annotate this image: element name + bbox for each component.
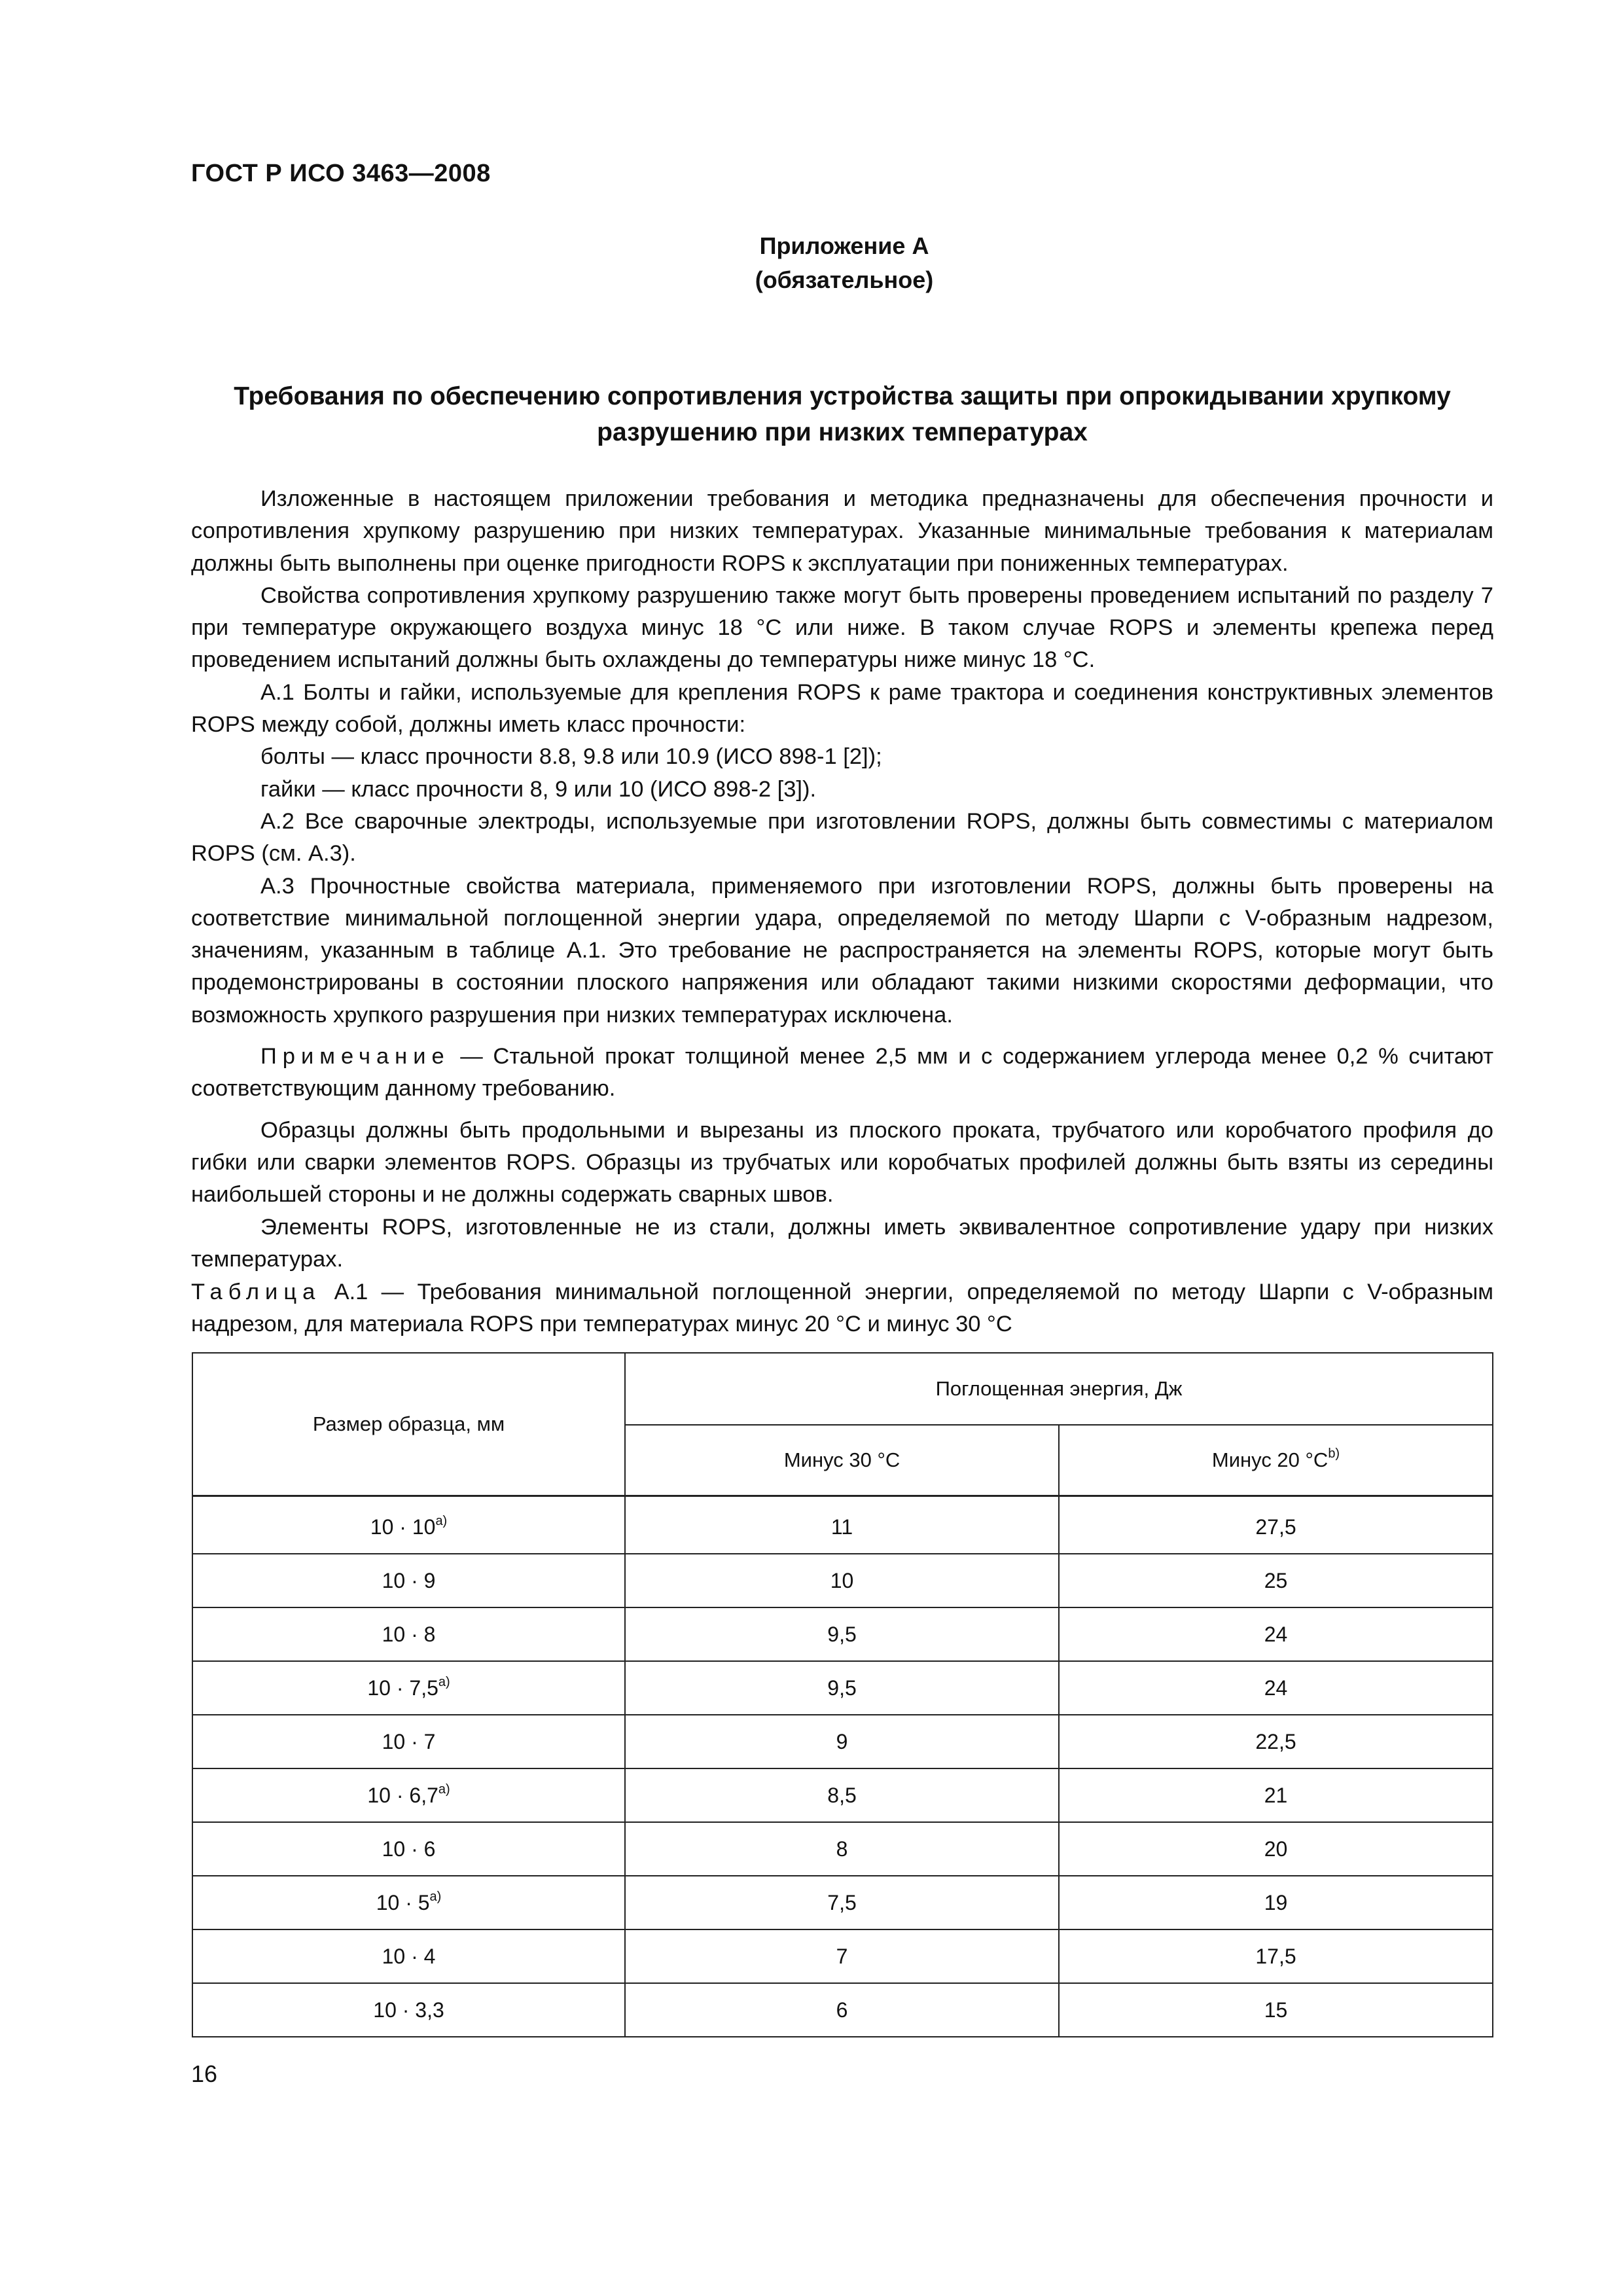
paragraph: А.2 Все сварочные электроды, используемые при изготовлении ROPS, должны быть совместимы с материалом ROPS (см. А.3). [191, 808, 1493, 867]
note-text: — Стальной прокат толщиной менее 2,5 мм и с содержанием углерода менее 0,2 % считают соответствующим данному требованию. [191, 1044, 1493, 1102]
paragraph: гайки — класс прочности 8, 9 или 10 (ИСО 898-2 [3]). [260, 776, 817, 802]
cell-sample-size [192, 1876, 625, 1929]
cell-energy-minus-20: 22,5 [1059, 1715, 1493, 1768]
cell-sample-size [192, 1983, 625, 2037]
document-header: ГОСТ Р ИСО 3463—2008 [191, 160, 491, 187]
table-row [192, 1929, 1493, 1983]
sample-size-value: 10 · 5 [376, 1890, 430, 1914]
sample-size-value: 10 · 7 [382, 1729, 436, 1753]
header-minus-30: Минус 30 °С [625, 1425, 1059, 1496]
header-minus-20 [1059, 1425, 1493, 1496]
footnote-marker: a) [435, 1513, 448, 1528]
cell-energy-minus-30: 10 [625, 1554, 1059, 1607]
cell-sample-size [192, 1661, 625, 1715]
note-label: Примечание [260, 1044, 450, 1069]
table-caption-text: А.1 — Требования минимальной поглощенной энергии, определяемой по методу Шарпи с V-образным надрезом, для материала ROPS при температурах минус 20 °С и минус 30 °С [191, 1280, 1493, 1336]
footnote-marker: a) [438, 1674, 450, 1689]
section-title-line2: разрушению при низких температурах [597, 418, 1088, 446]
section-title-line1: Требования по обеспечению сопротивления устройства защиты при опрокидывании хрупкому [234, 382, 1451, 410]
footnote-marker: a) [429, 1889, 442, 1904]
cell-energy-minus-20: 27,5 [1059, 1496, 1493, 1554]
cell-energy-minus-30: 11 [625, 1496, 1059, 1554]
page-number: 16 [191, 2060, 218, 2087]
appendix-title: Приложение А [759, 232, 929, 259]
cell-sample-size [192, 1496, 625, 1554]
sample-size-value: 10 · 7,5 [367, 1676, 438, 1700]
cell-energy-minus-30: 8,5 [625, 1768, 1059, 1822]
table-row [192, 1661, 1493, 1715]
sample-size-value: 10 · 9 [382, 1568, 436, 1592]
table-row [192, 1822, 1493, 1876]
cell-energy-minus-20: 19 [1059, 1876, 1493, 1929]
table-caption-label: Таблица [191, 1280, 321, 1304]
cell-energy-minus-20: 21 [1059, 1768, 1493, 1822]
paragraph: Свойства сопротивления хрупкому разрушению также могут быть проверены проведением испытаний по разделу 7 при температуре окружающего воздуха минус 18 °С или ниже. В таком случае ROPS и элементы крепежа перед проведением испытаний должны быть охлаждены до температуры ниже минус 18 °С. [191, 583, 1493, 673]
cell-energy-minus-20: 25 [1059, 1554, 1493, 1607]
cell-energy-minus-20: 24 [1059, 1661, 1493, 1715]
note [191, 1041, 1493, 1105]
table-row [192, 1768, 1493, 1822]
cell-energy-minus-30: 6 [625, 1983, 1059, 2037]
table-row [192, 1715, 1493, 1768]
table-caption [191, 1276, 1493, 1340]
cell-energy-minus-30: 7 [625, 1929, 1059, 1983]
cell-energy-minus-30: 9,5 [625, 1607, 1059, 1661]
paragraph: Элементы ROPS, изготовленные не из стали, должны иметь эквивалентное сопротивление удару при низких температурах. [191, 1214, 1493, 1272]
sample-size-value: 10 · 4 [382, 1944, 436, 1968]
footnote-marker: a) [438, 1782, 450, 1797]
cell-sample-size [192, 1822, 625, 1876]
section-title [191, 378, 1493, 450]
sample-size-value: 10 · 3,3 [373, 1998, 444, 2022]
table-body [192, 1496, 1493, 2037]
cell-energy-minus-20: 15 [1059, 1983, 1493, 2037]
cell-sample-size [192, 1715, 625, 1768]
body-text [191, 483, 1493, 1276]
table-row [192, 1607, 1493, 1661]
paragraph: болты — класс прочности 8.8, 9.8 или 10.9 (ИСО 898-1 [2]); [260, 744, 882, 770]
paragraph: Изложенные в настоящем приложении требования и методика предназначены для обеспечения прочности и сопротивления хрупкому разрушению при низких температурах. Указанные минимальные требования к материалам должны быть выполнены при оценке пригодности ROPS к эксплуатации при пониженных температурах. [191, 486, 1493, 576]
paragraph: А.1 Болты и гайки, используемые для крепления ROPS к раме трактора и соединения конструктивных элементов ROPS между собой, должны иметь класс прочности: [191, 679, 1493, 738]
energy-table [192, 1352, 1493, 2037]
table-row [192, 1554, 1493, 1607]
cell-energy-minus-20: 24 [1059, 1607, 1493, 1661]
cell-energy-minus-30: 7,5 [625, 1876, 1059, 1929]
header-sample-size: Размер образца, мм [192, 1353, 625, 1496]
header-minus-20-footnote: b) [1328, 1446, 1340, 1461]
table-row [192, 1496, 1493, 1554]
appendix-heading [0, 229, 1623, 297]
table-row [192, 1983, 1493, 2037]
sample-size-value: 10 · 10 [370, 1515, 436, 1539]
cell-energy-minus-20: 17,5 [1059, 1929, 1493, 1983]
cell-energy-minus-20: 20 [1059, 1822, 1493, 1876]
table-row [192, 1876, 1493, 1929]
cell-energy-minus-30: 9 [625, 1715, 1059, 1768]
sample-size-value: 10 · 6,7 [367, 1783, 438, 1807]
paragraph: Образцы должны быть продольными и вырезаны из плоского проката, трубчатого или коробчатого профиля до гибки или сварки элементов ROPS. Образцы из трубчатых или коробчатых профилей должны быть взяты из середины наибольшей стороны и не должны содержать сварных швов. [191, 1117, 1493, 1208]
header-absorbed-energy: Поглощенная энергия, Дж [625, 1353, 1493, 1425]
header-minus-20-text: Минус 20 °С [1211, 1448, 1329, 1471]
cell-energy-minus-30: 8 [625, 1822, 1059, 1876]
cell-sample-size [192, 1929, 625, 1983]
cell-sample-size [192, 1554, 625, 1607]
sample-size-value: 10 · 6 [382, 1837, 436, 1861]
cell-sample-size [192, 1607, 625, 1661]
cell-energy-minus-30: 9,5 [625, 1661, 1059, 1715]
appendix-status: (обязательное) [755, 266, 934, 293]
cell-sample-size [192, 1768, 625, 1822]
sample-size-value: 10 · 8 [382, 1622, 436, 1646]
paragraph: А.3 Прочностные свойства материала, применяемого при изготовлении ROPS, должны быть проверены на соответствие минимальной поглощенной энергии удара, определяемой по методу Шарпи с V-образным надрезом, значениям, указанным в таблице А.1. Это требование не распространяется на элементы ROPS, которые могут быть продемонстрированы в состоянии плоского напряжения или обладают такими низкими скоростями деформации, что возможность хрупкого разрушения при низких температурах исключена. [191, 873, 1493, 1028]
